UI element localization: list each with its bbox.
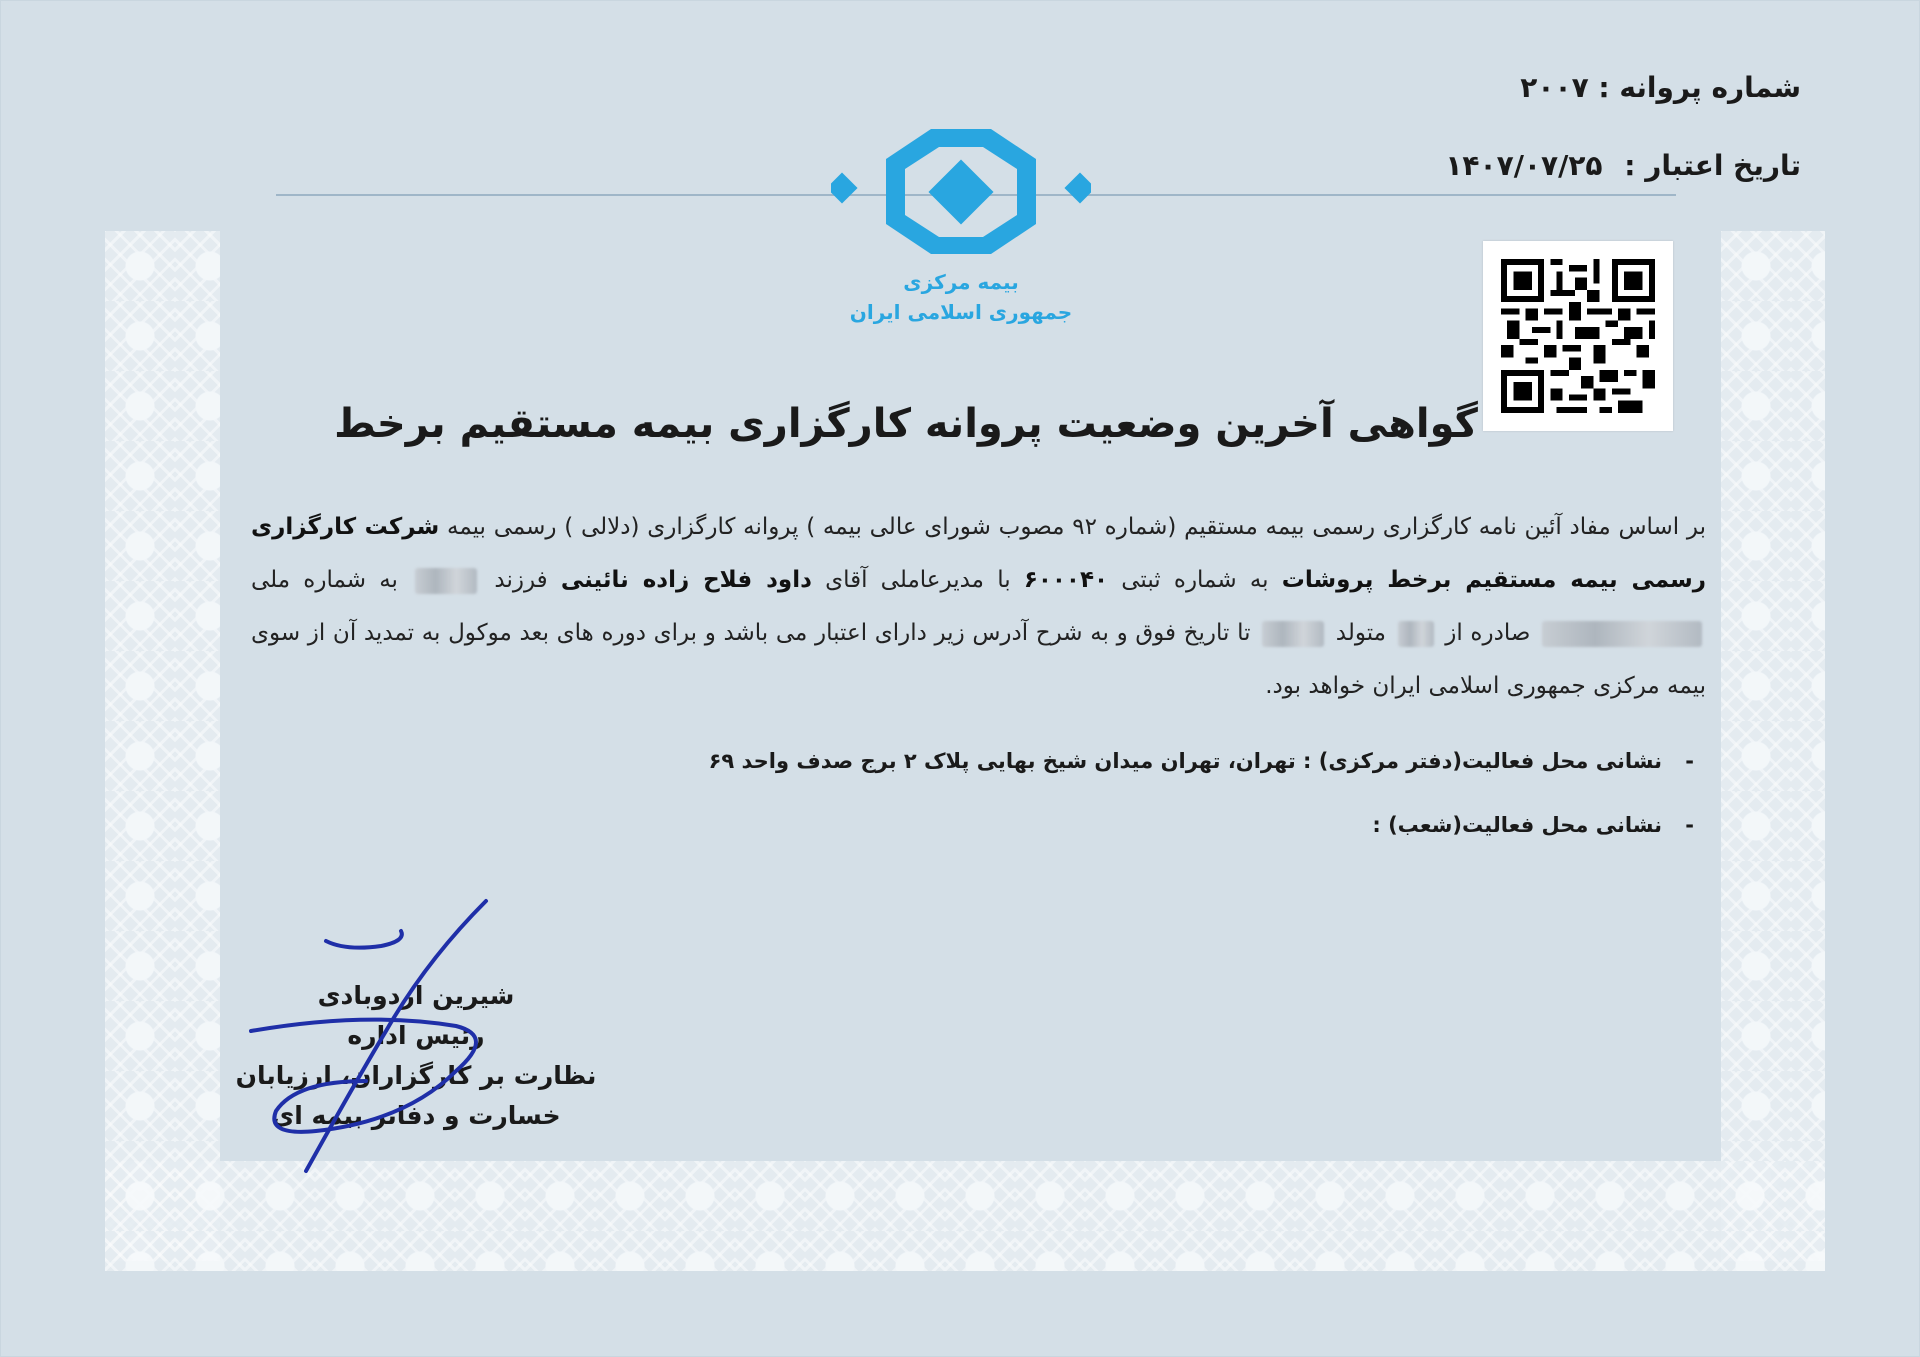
logo-text-line2: جمهوری اسلامی ایران	[849, 300, 1073, 324]
address-hq-label: نشانی محل فعالیت(دفتر مرکزی) :	[1303, 749, 1662, 773]
body-text-5: به شماره ملی	[251, 567, 398, 593]
address-dash: -	[1685, 749, 1694, 773]
redacted-national-id	[1542, 621, 1702, 647]
body-text-6: صادره از	[1445, 620, 1531, 646]
address-hq-value: تهران، تهران میدان شیخ بهایی پلاک ۲ برج صدف واحد ۶۹	[708, 749, 1296, 773]
certificate-title: گواهی آخرین وضعیت پروانه کارگزاری بیمه مستقیم برخط	[334, 401, 1478, 447]
body-text-7: متولد	[1335, 620, 1387, 646]
address-headquarters	[709, 749, 1694, 773]
address-branch-label: نشانی محل فعالیت(شعب) :	[1372, 813, 1662, 837]
central-insurance-logo	[831, 129, 1091, 329]
qr-code[interactable]	[1483, 241, 1673, 431]
license-number-value: ۲۰۰۷	[1520, 71, 1589, 104]
redacted-birth-date	[1262, 621, 1324, 647]
license-number	[1520, 71, 1801, 104]
body-text-4: فرزند	[494, 567, 548, 593]
validity-date	[1445, 149, 1801, 182]
registration-number: ۶۰۰۰۴۰	[1023, 567, 1109, 593]
manager-name: داود فلاح زاده نائینی	[560, 567, 812, 593]
signatory-title-3: خسارت و دفاتر بیمه ای	[271, 1101, 561, 1130]
license-number-label: شماره پروانه :	[1598, 71, 1801, 104]
body-text-1: بر اساس مفاد آئین نامه کارگزاری رسمی بیمه مستقیم (شماره ۹۲ مصوب شورای عالی بیمه ) پروانه کارگزاری (دلالی ) رسمی بیمه	[446, 514, 1707, 540]
signatory-name: شیرین اردوبادی	[317, 981, 515, 1010]
body-text-8: تا تاریخ فوق و به شرح آدرس زیر دارای اعتبار می باشد و برای دوره های بعد موکول به تمدید آن از سوی بیمه مرکزی جمهوری اسلامی ایران خواهد بود.	[251, 620, 1706, 699]
redacted-father-name	[415, 568, 477, 594]
signatory-title-2: نظارت بر کارگزاران، ارزیابان	[235, 1061, 597, 1090]
qr-code-icon	[1501, 259, 1655, 413]
certificate-body	[251, 501, 1706, 713]
company-name: شرکت کارگزاری رسمی بیمه مستقیم برخط پروشات	[251, 514, 1707, 593]
address-branches	[1372, 813, 1694, 837]
body-text-3: با مدیرعاملی آقای	[825, 567, 1011, 593]
logo-text-line1: بیمه مرکزی	[903, 270, 1019, 294]
handwritten-signature	[246, 891, 606, 1181]
validity-value: ۱۴۰۷/۰۷/۲۵	[1445, 149, 1603, 182]
signatory-title-1: رئیس اداره	[347, 1021, 485, 1050]
frame-left-border	[105, 231, 220, 1261]
redacted-issue-place	[1398, 621, 1434, 647]
validity-label: تاریخ اعتبار :	[1624, 149, 1801, 182]
body-text-2: به شماره ثبتی	[1121, 567, 1269, 593]
frame-right-border	[1721, 231, 1825, 1261]
address-dash: -	[1685, 813, 1694, 837]
